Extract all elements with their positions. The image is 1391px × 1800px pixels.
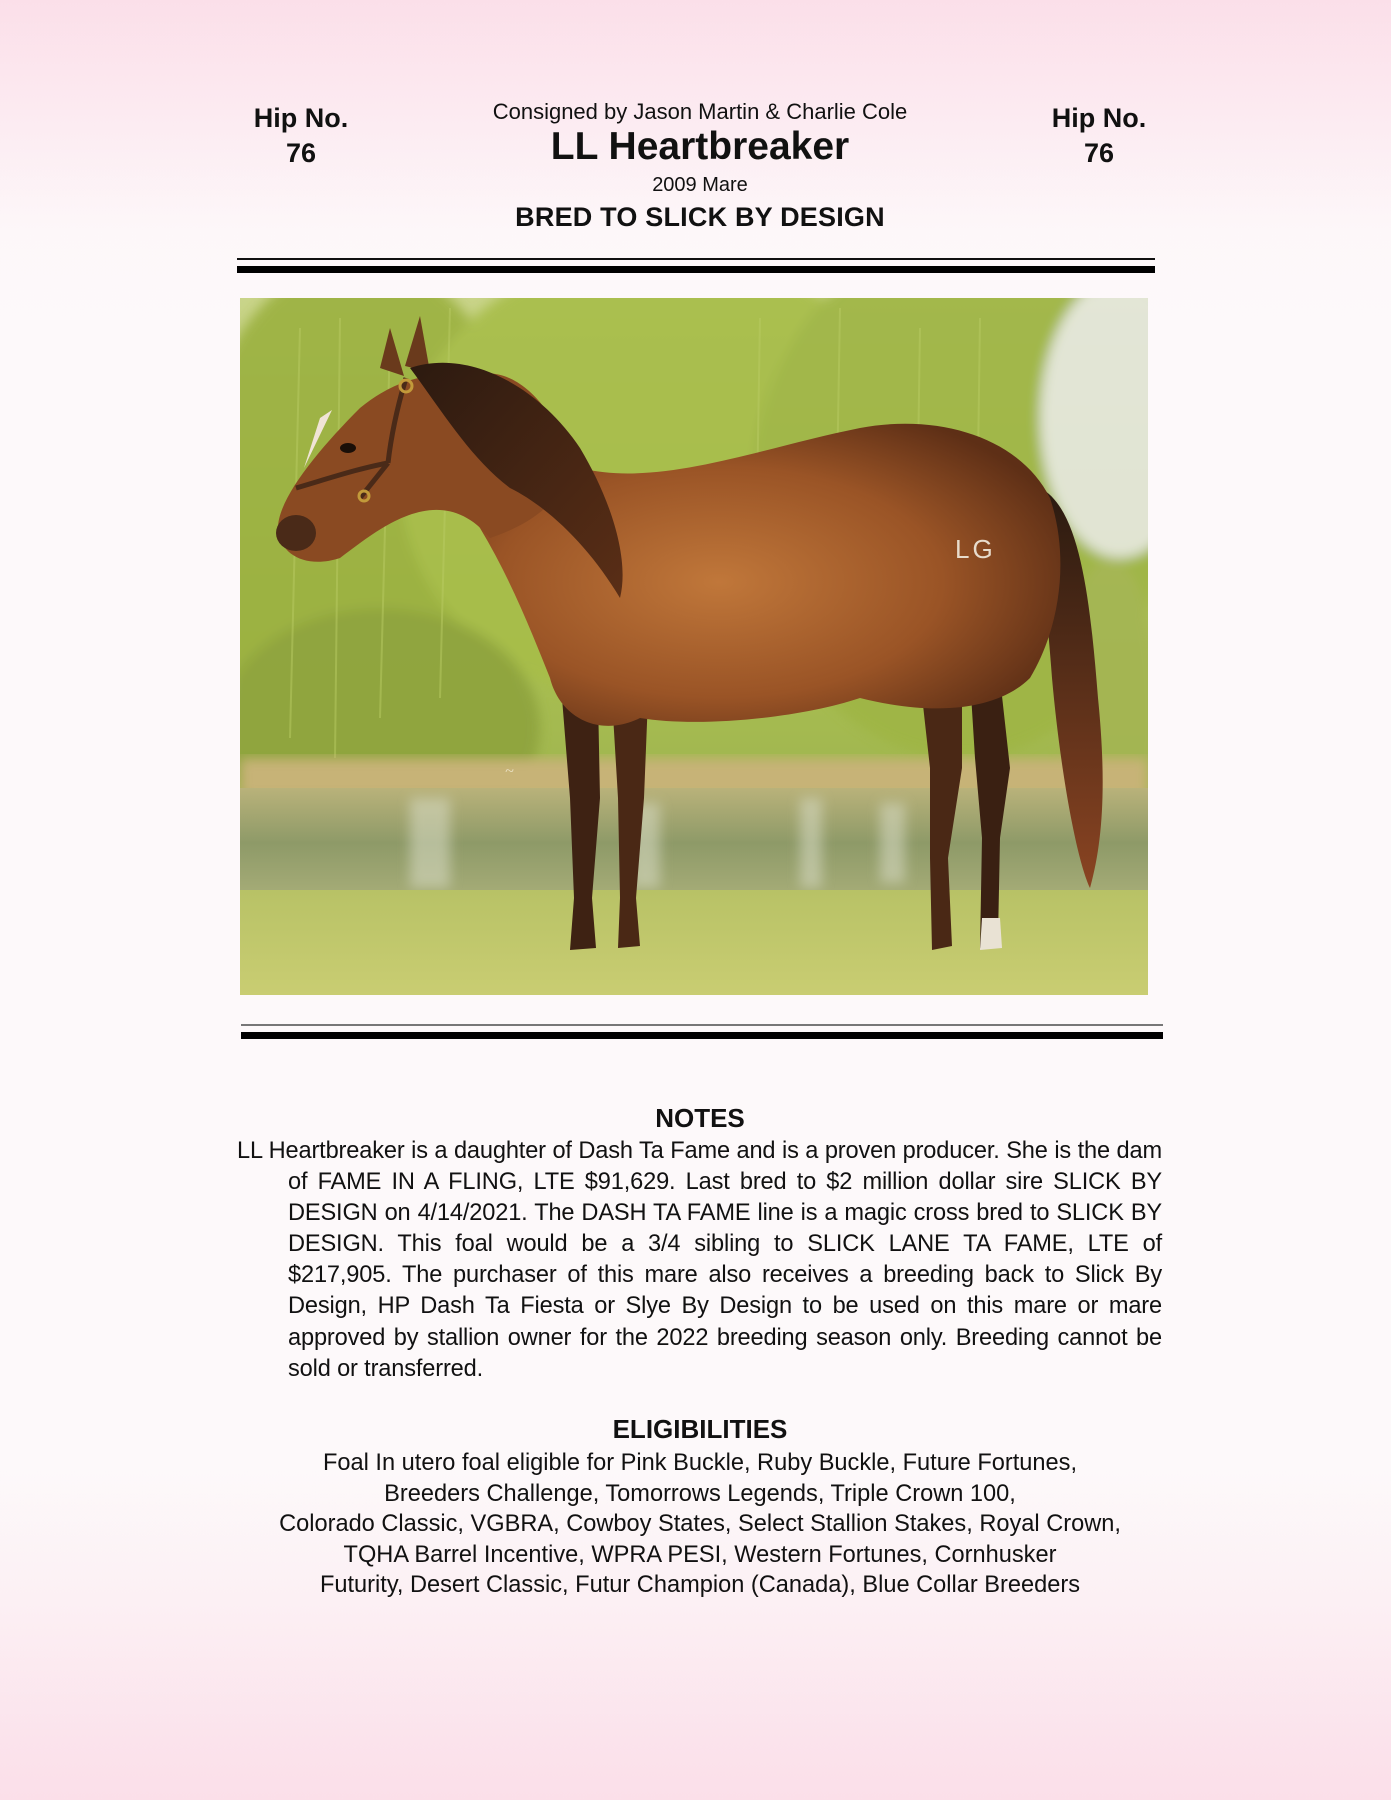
eligibility-line: Colorado Classic, VGBRA, Cowboy States, Select Stallion Stakes, Royal Crown, bbox=[279, 1511, 1121, 1538]
horse-name: LL Heartbreaker bbox=[550, 125, 850, 168]
horse-photo bbox=[240, 298, 1148, 995]
notes-paragraph: LL Heartbreaker is a daughter of Dash Ta Fame and is a proven producer. She is the dam of FAME IN A FLING, LTE $91,629. Last bred to $2 million dollar sire SLICK BY DESIGN on 4/14/2021. The DASH TA FAME line is a magic cross bred to SLICK BY DESIGN. This foal would be a 3/4 sibling to SLICK LANE TA FAME, LTE of $217,905. The purchaser of this mare also receives a breeding back to Slick By Design, HP Dash Ta Fiesta or Slye By Design to be used on this mare or mare approved by stallion owner for the 2022 breeding season only. Breeding cannot be sold or transferred. bbox=[237, 1138, 1162, 1382]
brand-mark: LG bbox=[955, 534, 996, 564]
eligibilities-heading: ELIGIBILITIES bbox=[612, 1414, 788, 1444]
consignor-line: Consigned by Jason Martin & Charlie Cole bbox=[492, 99, 908, 124]
bred-to: BRED TO SLICK BY DESIGN bbox=[515, 202, 885, 232]
hip-label: Hip No. bbox=[253, 103, 349, 133]
year-sex: 2009 Mare bbox=[652, 174, 748, 196]
eligibility-line: Futurity, Desert Classic, Futur Champion (Canada), Blue Collar Breeders bbox=[319, 1572, 1081, 1599]
top-divider-thin bbox=[237, 258, 1155, 260]
top-divider-thick bbox=[237, 266, 1155, 273]
notes-heading: NOTES bbox=[655, 1103, 745, 1133]
bottom-divider-thin bbox=[241, 1024, 1163, 1026]
hip-number: 76 bbox=[1083, 138, 1115, 168]
hip-number: 76 bbox=[285, 138, 317, 168]
eligibility-line: Breeders Challenge, Tomorrows Legends, Triple Crown 100, bbox=[384, 1480, 1016, 1507]
eligibility-line: Foal In utero foal eligible for Pink Buckle, Ruby Buckle, Future Fortunes, bbox=[322, 1450, 1078, 1476]
hip-label: Hip No. bbox=[1051, 103, 1147, 133]
eligibilities-list bbox=[200, 1448, 1200, 1601]
bottom-divider-thick bbox=[241, 1032, 1163, 1039]
eligibility-line: TQHA Barrel Incentive, WPRA PESI, Western Fortunes, Cornhusker bbox=[343, 1541, 1057, 1568]
hip-number-right bbox=[1009, 101, 1189, 171]
svg-text:~: ~ bbox=[505, 763, 514, 780]
